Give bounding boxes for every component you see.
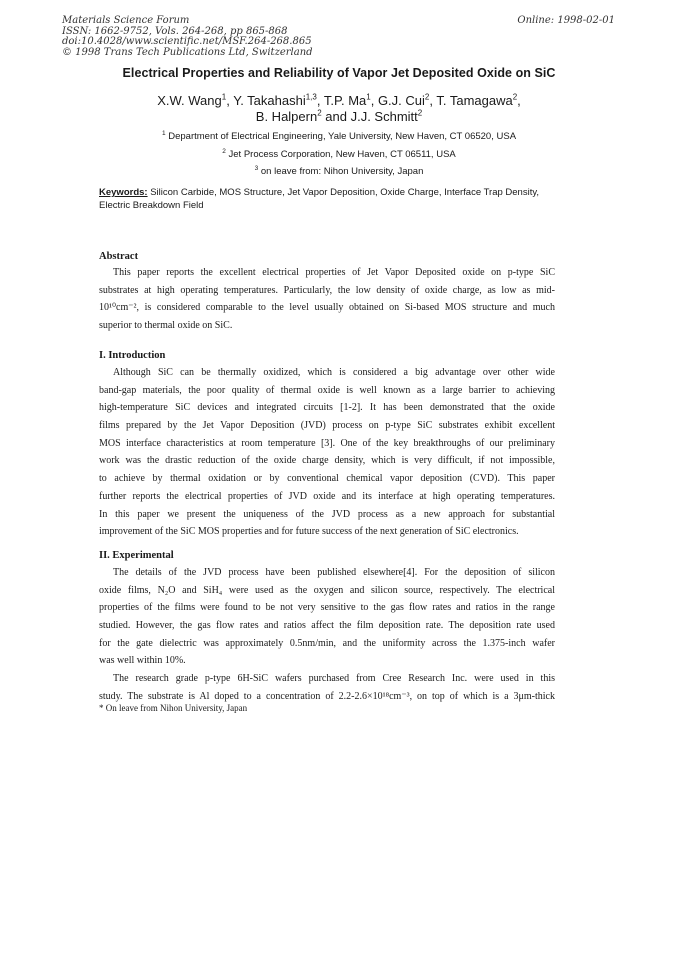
paper-title: Electrical Properties and Reliability of Vapor Jet Deposited Oxide on SiC	[122, 66, 556, 80]
affiliation-sup: 3	[254, 164, 259, 172]
abstract-heading: Abstract	[99, 251, 139, 262]
author-separator: ,	[370, 93, 378, 108]
paragraph-line: work was the drastic reduction of the oxide charge density, which is very difficult, if not impossible,	[99, 455, 555, 467]
affiliation-sup: 2	[222, 147, 226, 155]
paragraph-line: The research grade p-type 6H-SiC wafers purchased from Cree Research Inc. were used in this	[113, 673, 555, 684]
footnote: * On leave from Nihon University, Japan	[99, 703, 248, 713]
author-affil-sup: 1	[221, 92, 227, 102]
author-name: B. Halpern	[255, 109, 318, 124]
paragraph-line: This paper reports the excellent electrical properties of Jet Vapor Deposited oxide on p-type SiC	[113, 267, 555, 278]
copyright-line: © 1998 Trans Tech Publications Ltd, Switzerland	[62, 46, 313, 58]
author-name: T. Tamagawa	[436, 93, 513, 108]
affiliation-1	[0, 131, 678, 142]
paragraph-line: The details of the JVD process have been published elsewhere[4]. For the deposition of silicon	[113, 567, 555, 578]
author-affil-sup: 2	[424, 92, 430, 102]
author-name: J.J. Schmitt	[350, 109, 418, 124]
paragraph-line: high-temperature SiC devices and integrated circuits [1-2]. It has been demonstrated that the oxide	[99, 402, 555, 414]
paragraph-line: In this paper we present the uniqueness of the JVD process as a new approach for substantial	[99, 508, 555, 520]
keywords-block	[99, 187, 561, 212]
introduction-paragraph	[99, 364, 555, 541]
abstract-paragraph	[99, 264, 555, 335]
paragraph-line: 10¹⁰cm⁻², is considered comparable to the level usually obtained on Si-based MOS structure and much	[99, 302, 555, 314]
paragraph-line: was well within 10%.	[99, 655, 186, 667]
paragraph-line: further reports the electrical properties of JVD oxide and its interface at high operating temperatures.	[99, 490, 555, 502]
affiliation-3	[0, 166, 678, 177]
affiliation-2	[0, 149, 678, 160]
experimental-paragraph-2	[99, 670, 555, 705]
paragraph-line: oxide films, N₂O and SiH₄ were used as the oxygen and silicon source, respectively. The electrical	[99, 584, 555, 596]
keywords-text: Silicon Carbide, MOS Structure, Jet Vapor Deposition, Oxide Charge, Interface Trap Density, Electric Breakdown Field	[99, 187, 540, 211]
paragraph-line: to achieve by thermal oxidation or by conventional chemical vapor deposition (CVD). This paper	[99, 473, 555, 485]
paragraph-line: properties of the films were found to be not very sensitive to the gas flow rates and ratios in the range	[99, 602, 555, 614]
paragraph-line: band-gap materials, the poor quality of thermal oxide is well known as a large barrier to achieving	[99, 384, 555, 396]
affiliation-sup: 1	[161, 129, 166, 137]
journal-header	[62, 16, 313, 58]
paragraph-line: study. The substrate is Al doped to a concentration of 2.2-2.6×10¹⁸cm⁻³, on top of which is a 3μm-thick	[99, 690, 555, 702]
author-separator: ,	[316, 93, 324, 108]
experimental-heading: II. Experimental	[99, 550, 174, 561]
paragraph-line: improvement of the SiC MOS properties and for future success of the next generation of SiC electronics.	[99, 526, 519, 538]
issn-line: ISSN: 1662-9752, Vols. 264-268, pp 865-868	[62, 25, 288, 37]
paragraph-line: MOS interface characteristics at room temperature [3]. One of the key breakthroughs of our preliminary	[99, 437, 555, 449]
author-affil-sup: 1,3	[305, 92, 317, 102]
author-separator: ,	[429, 93, 437, 108]
paragraph-line: substrates at high operating temperatures. Particularly, the low density of oxide charge, as low as mid-	[99, 284, 555, 296]
author-name: X.W. Wang	[157, 93, 222, 108]
journal-name: Materials Science Forum	[62, 15, 190, 26]
online-date: Online: 1998-02-01	[517, 15, 615, 26]
author-separator: and	[321, 109, 351, 124]
paragraph-line: superior to thermal oxide on SiC.	[99, 320, 233, 332]
affiliation-text: Jet Process Corporation, New Haven, CT 06511, USA	[228, 149, 456, 160]
author-name: Y. Takahashi	[233, 93, 306, 108]
author-name: T.P. Ma	[323, 93, 367, 108]
paragraph-line: Although SiC can be thermally oxidized, which is considered a big advantage over other wide	[113, 367, 555, 378]
keywords-label: Keywords:	[99, 187, 148, 198]
author-name: G.J. Cui	[377, 93, 425, 108]
author-separator: ,	[517, 93, 521, 108]
introduction-heading: I. Introduction	[99, 350, 166, 361]
author-affil-sup: 2	[512, 92, 518, 102]
affiliation-text: on leave from: Nihon University, Japan	[260, 166, 424, 177]
doi-link[interactable]: doi:10.4028/www.scientific.net/MSF.264-268.865	[62, 36, 312, 47]
paragraph-line: for the gate dielectric was approximately 0.5nm/min, and the uniformity across the 1.375-inch wafer	[99, 637, 555, 649]
author-affil-sup: 2	[317, 108, 322, 118]
affiliation-text: Department of Electrical Engineering, Yale University, New Haven, CT 06520, USA	[168, 131, 517, 142]
author-affil-sup: 2	[417, 108, 423, 118]
author-line-2	[0, 109, 678, 125]
author-affil-sup: 1	[366, 92, 371, 102]
author-list	[0, 93, 678, 125]
experimental-paragraph-1	[99, 564, 555, 670]
author-separator: ,	[226, 93, 234, 108]
author-line-1	[0, 93, 678, 109]
paragraph-line: studied. However, the gas flow rates and ratios affect the film deposition rate. The deposition rate used	[99, 620, 555, 632]
paragraph-line: films prepared by the Jet Vapor Deposition (JVD) process on p-type SiC substrates exhibit excellent	[99, 420, 555, 432]
